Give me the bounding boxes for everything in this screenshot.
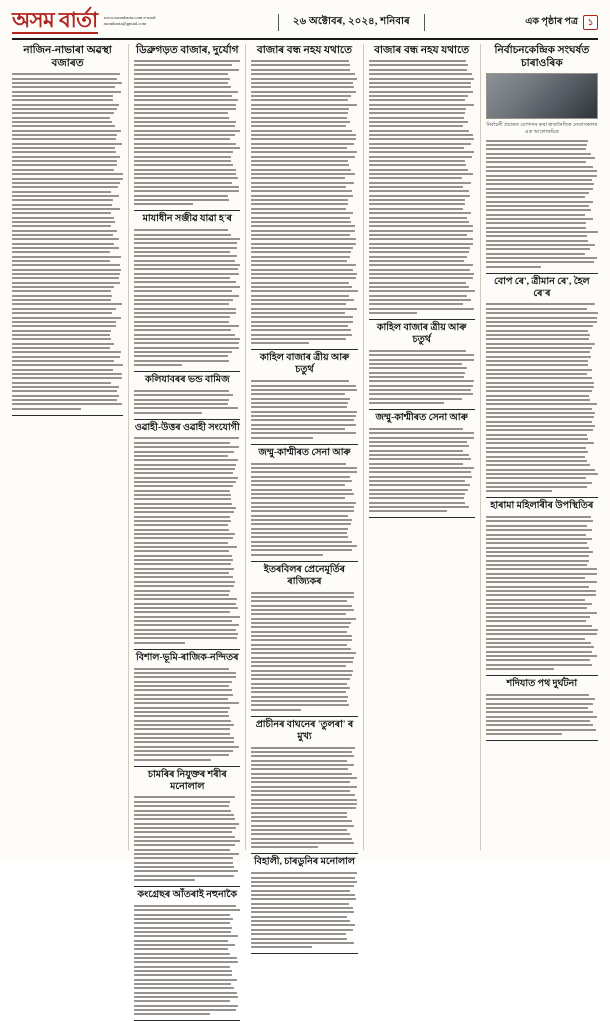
- article-headline[interactable]: বাজাৰ বন্ধ নহয যথাতে: [256, 45, 353, 56]
- section-divider: [369, 409, 475, 410]
- section-divider: [251, 853, 357, 854]
- section-divider: [134, 649, 240, 650]
- article-headline[interactable]: মাযাধীন সঞ্জীৱ যাৱা হ'ৰ: [142, 214, 232, 225]
- section-divider: [369, 319, 475, 320]
- photo-caption: নিৰ্বাচনী প্ৰচাৰত যোগদান কৰা ৰাজনৈতিক নেতাসকলৰ এক আলোকচিত্ৰ: [486, 122, 598, 135]
- article-body: [134, 905, 240, 1016]
- masthead: [12, 10, 598, 40]
- article-headline[interactable]: বিহালী, চাৰডুনিৰ মনোলাল: [253, 857, 355, 868]
- section-divider: [251, 716, 357, 717]
- article-photo: [486, 73, 598, 119]
- article-columns: [12, 44, 598, 900]
- article-body: [251, 463, 357, 556]
- article-headline[interactable]: কংগ্ৰেছৰ আঁতৰাই নহুনাকৈ: [137, 890, 238, 900]
- article-body: [134, 668, 240, 761]
- edition-label: এক পৃষ্ঠাৰ পত্ৰ: [525, 16, 578, 27]
- article-body: [251, 747, 357, 849]
- article-body: [134, 796, 240, 881]
- article-body: [486, 694, 598, 735]
- section-divider: [251, 561, 357, 562]
- article-headline[interactable]: নিৰ্বাচনকেন্দ্ৰিক সংঘৰ্ষত চাৰাওৰিক: [494, 45, 590, 70]
- article-headline[interactable]: বোপ ৰে', ত্ৰীমান ৰে', হৈল ৰে'ৰ: [494, 276, 590, 299]
- article-headline[interactable]: কাহিল বাজাৰ ত্ৰীয় আৰু চতুৰ্থ: [376, 323, 467, 345]
- article-body: [369, 428, 475, 513]
- article-body: [486, 140, 598, 268]
- page-number-badge: ১: [583, 15, 598, 30]
- column-3: [246, 44, 363, 868]
- section-divider: [134, 886, 240, 887]
- masthead-edition: [525, 15, 598, 30]
- article-body: [134, 229, 240, 366]
- article-body: [12, 73, 123, 409]
- article-headline[interactable]: ডিব্ৰুগড়ত বাজাৰ, দুৰ্যোগ: [136, 45, 239, 56]
- section-divider: [251, 349, 357, 350]
- article-body: [134, 390, 240, 414]
- article-headline[interactable]: কাহিল বাজাৰ ত্ৰীয় আৰু চতুৰ্থ: [259, 353, 350, 376]
- section-divider: [486, 740, 598, 741]
- article-headline[interactable]: চামৰিৰ নিযুক্তৰ শৰীৰ মনোলাল: [147, 769, 227, 792]
- article-body: [486, 516, 598, 670]
- column-4: [364, 44, 481, 850]
- section-divider: [369, 517, 475, 518]
- section-divider: [134, 419, 240, 420]
- column-2: [129, 44, 246, 900]
- article-body: [251, 60, 357, 344]
- article-headline[interactable]: ইতৰবিলৰ প্ৰেনেমূৰ্তিৰ ৰাজ্যিকৰ: [263, 564, 346, 587]
- section-divider: [134, 371, 240, 372]
- section-divider: [486, 497, 598, 498]
- section-divider: [486, 675, 598, 676]
- section-divider: [251, 953, 357, 954]
- publication-date: ২৬ অক্টোবৰ, ২০২৪, শনিবাৰ: [278, 14, 425, 31]
- masthead-logo: [12, 10, 178, 34]
- article-headline[interactable]: হাৰামা মহিলাৰীৰ উপস্থিতিৰ: [490, 501, 594, 512]
- section-divider: [486, 273, 598, 274]
- section-divider: [251, 444, 357, 445]
- article-headline[interactable]: জম্মু-কাশ্মীৰত সেনা আৰু: [375, 412, 468, 423]
- article-headline[interactable]: বাজাৰ বন্ধ নহয যথাতে: [374, 45, 470, 56]
- article-body: [134, 60, 240, 205]
- newspaper-title: অসম বাৰ্তা: [12, 8, 98, 32]
- article-body: [251, 592, 357, 711]
- article-headline[interactable]: কলিযাবৰৰ ভন্ড বামিজ: [144, 375, 230, 385]
- article-headline[interactable]: প্ৰাচীনৰ বাঘনেৰ 'তুলৰা' ৰ মুখ্য: [255, 719, 354, 742]
- article-body: [251, 872, 357, 948]
- section-divider: [134, 210, 240, 211]
- column-1: [12, 44, 129, 850]
- article-headline[interactable]: ওৱাহী-উত্তৰ ওৱাহী সংযোগী: [134, 422, 240, 433]
- masthead-website: www.asombarta.com e-mail: asombarta@gmail.com: [103, 15, 157, 27]
- section-divider: [134, 766, 240, 767]
- column-5: [481, 44, 598, 850]
- article-headline[interactable]: বিশাল-ভূমি-ৰাজিক-নন্দিতৰ: [136, 652, 239, 663]
- article-body: [251, 380, 357, 438]
- article-headline[interactable]: জম্মু-কাশ্মীৰত সেনা আৰু: [258, 447, 351, 458]
- article-body: [486, 303, 598, 492]
- article-headline[interactable]: নাজিন-নাভাৰা অৱস্থা বজাৰত: [23, 45, 112, 70]
- section-divider: [12, 415, 123, 416]
- article-body: [134, 437, 240, 643]
- article-body: [369, 60, 475, 314]
- article-body: [369, 350, 475, 404]
- article-headline[interactable]: শদিযাত পথ দুৰ্ঘটনা: [506, 679, 578, 690]
